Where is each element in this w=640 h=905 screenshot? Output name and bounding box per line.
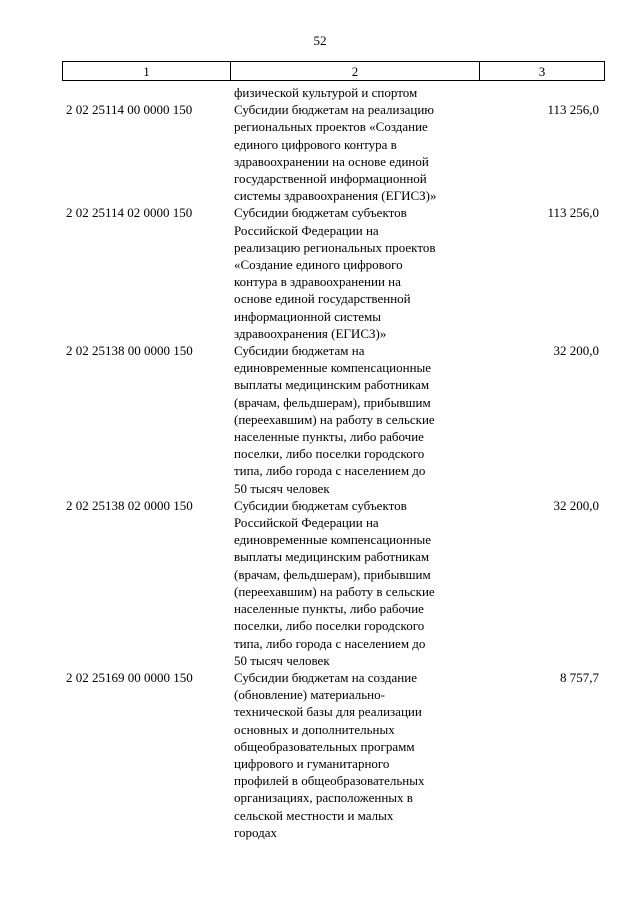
- table-body: [62, 84, 603, 841]
- revenue-name-line: региональных проектов «Создание: [234, 119, 428, 135]
- amount-cell: 32 200,0: [553, 343, 599, 359]
- revenue-name-line: Субсидии бюджетам субъектов: [234, 205, 407, 221]
- revenue-name-line: Субсидии бюджетам на создание: [234, 669, 417, 685]
- revenue-name-line: здравоохранения (ЕГИСЗ)»: [234, 325, 387, 341]
- table-row: [62, 101, 603, 204]
- revenue-name-line: здравоохранении на основе единой: [234, 153, 429, 169]
- budget-code-cell: 2 02 25114 02 0000 150: [66, 205, 193, 221]
- revenue-name-line: населенные пункты, либо рабочие: [234, 601, 424, 617]
- revenue-name-line: сельской местности и малых: [234, 807, 394, 823]
- revenue-name-line: Субсидии бюджетам субъектов: [234, 497, 407, 513]
- budget-code-cell: 2 02 25138 02 0000 150: [66, 497, 193, 513]
- table-row: [62, 84, 603, 101]
- revenue-name-line: поселки, либо поселки городского: [234, 446, 425, 462]
- revenue-name-line: городах: [234, 824, 278, 840]
- table-row: [62, 497, 603, 669]
- revenue-name-line: общеобразовательных программ: [234, 738, 415, 754]
- amount-cell: 113 256,0: [547, 205, 599, 221]
- revenue-name-line: 50 тысяч человек: [234, 480, 330, 496]
- budget-code-cell: 2 02 25138 00 0000 150: [66, 343, 193, 359]
- page-number: 52: [313, 33, 327, 48]
- revenue-name-line: профилей в общеобразовательных: [234, 773, 425, 789]
- revenue-name-cell: [234, 669, 480, 841]
- revenue-name-line: реализацию региональных проектов: [234, 239, 436, 255]
- table-row: [62, 669, 603, 841]
- revenue-name-line: технической базы для реализации: [234, 704, 422, 720]
- revenue-name-cell: [234, 101, 480, 204]
- revenue-name-line: 50 тысяч человек: [234, 652, 330, 668]
- amount-cell: 113 256,0: [547, 102, 599, 118]
- revenue-name-line: единовременные компенсационные: [234, 360, 432, 376]
- revenue-name-line: Субсидии бюджетам на реализацию: [234, 102, 435, 118]
- revenue-name-line: цифрового и гуманитарного: [234, 755, 390, 771]
- revenue-name-line: Российской Федерации на: [234, 222, 379, 238]
- revenue-name-line: Субсидии бюджетам на: [234, 343, 365, 359]
- column-header-1: 1: [63, 62, 231, 81]
- revenue-name-line: (обновление) материально-: [234, 687, 385, 703]
- revenue-name-line: единовременные компенсационные: [234, 532, 432, 548]
- revenue-name-line: поселки, либо поселки городского: [234, 618, 425, 634]
- revenue-name-line: (переехавшим) на работу в сельские: [234, 583, 435, 599]
- column-header-2: 2: [231, 62, 480, 81]
- revenue-name-line: (переехавшим) на работу в сельские: [234, 411, 435, 427]
- revenue-name-line: «Создание единого цифрового: [234, 257, 403, 273]
- amount-cell: 8 757,7: [560, 669, 599, 685]
- revenue-name-line: единого цифрового контура в: [234, 136, 397, 152]
- revenue-name-line: населенные пункты, либо рабочие: [234, 429, 424, 445]
- budget-code-cell: 2 02 25169 00 0000 150: [66, 669, 193, 685]
- column-header-row: [63, 62, 605, 81]
- revenue-name-cell: [234, 84, 480, 101]
- revenue-name-line: (врачам, фельдшерам), прибывшим: [234, 566, 431, 582]
- revenue-name-line: организациях, расположенных в: [234, 790, 413, 806]
- revenue-name-cell: [234, 342, 480, 497]
- table-row: [62, 342, 603, 497]
- revenue-name-line: (врачам, фельдшерам), прибывшим: [234, 394, 431, 410]
- budget-code-cell: 2 02 25114 00 0000 150: [66, 102, 193, 118]
- revenue-name-line: основе единой государственной: [234, 291, 411, 307]
- revenue-name-cell: [234, 497, 480, 669]
- revenue-name-line: Российской Федерации на: [234, 515, 379, 531]
- revenue-name-line: контура в здравоохранении на: [234, 274, 401, 290]
- table-row: [62, 204, 603, 342]
- revenue-name-line: государственной информационной: [234, 171, 427, 187]
- column-header-table: [62, 61, 605, 81]
- revenue-name-line: типа, либо города с населением до: [234, 463, 426, 479]
- revenue-name-line: информационной системы: [234, 308, 381, 324]
- amount-cell: 32 200,0: [553, 497, 599, 513]
- column-header-3: 3: [480, 62, 605, 81]
- revenue-name-line: типа, либо города с населением до: [234, 635, 426, 651]
- revenue-name-line: выплаты медицинским работникам: [234, 377, 430, 393]
- revenue-name-line: выплаты медицинским работникам: [234, 549, 430, 565]
- revenue-name-cell: [234, 204, 480, 342]
- revenue-name-line: основных и дополнительных: [234, 721, 395, 737]
- revenue-name-line: системы здравоохранения (ЕГИСЗ)»: [234, 188, 437, 204]
- revenue-name-line: физической культурой и спортом: [234, 85, 418, 100]
